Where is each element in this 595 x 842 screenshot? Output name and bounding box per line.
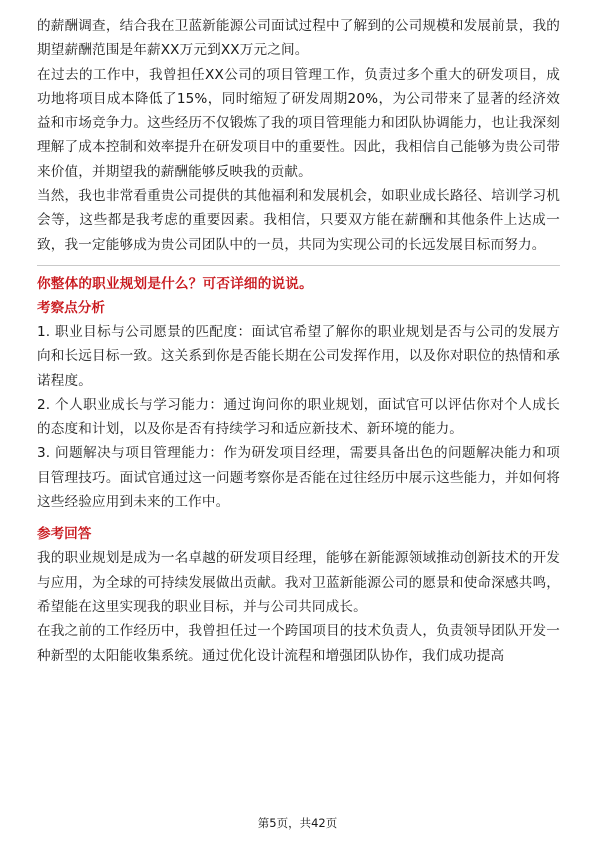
reference-paragraph: 在我之前的工作经历中，我曾担任过一个跨国项目的技术负责人，负责领导团队开发一种新型的太阳能收集系统。通过优化设计流程和增强团队协作，我们成功提高 <box>37 623 560 664</box>
answer-paragraph: 当然，我也非常看重贵公司提供的其他福利和发展机会，如职业成长路径、培训学习机会等，这些都是我考虑的重要因素。我相信，只要双方能在薪酬和其他条件上达成一致，我一定能够成为贵公司团队中的一员，共同为实现公司的长远发展目标而努力。 <box>37 188 560 253</box>
spacer <box>37 514 560 522</box>
analysis-item: 2. 个人职业成长与学习能力：通过询问你的职业规划，面试官可以评估你对个人成长的态度和计划，以及你是否有持续学习和适应新技术、新环境的能力。 <box>37 396 560 438</box>
reference-answer-heading: 参考回答 <box>37 526 92 543</box>
analysis-item: 1. 职业目标与公司愿景的匹配度：面试官希望了解你的职业规划是否与公司的发展方向和长远目标一致。这关系到你是否能长期在公司发挥作用，以及你对职位的热情和承诺程度。 <box>37 323 560 389</box>
question-heading: 你整体的职业规划是什么？可否详细的说说。 <box>37 275 313 292</box>
analysis-item: 3. 问题解决与项目管理能力：作为研发项目经理，需要具备出色的问题解决能力和项目管理技巧。面试官通过这一问题考察你是否能在过往经历中展示这些能力，并如何将这些经验应用到未来的工作中。 <box>37 445 560 511</box>
answer-paragraph: 在过去的工作中，我曾担任XX公司的项目管理工作，负责过多个重大的研发项目，成功地将项目成本降低了15%，同时缩短了研发周期20%，为公司带来了显著的经济效益和市场竞争力。这些经历不仅锻炼了我的项目管理能力和团队协调能力，也让我深刻理解了成本控制和效率提升在研发项目中的重要性。因此，我相信自己能够为贵公司带来价值，并期望我的薪酬能够反映我的贡献。 <box>37 66 560 180</box>
document-page <box>37 14 560 668</box>
reference-paragraph: 我的职业规划是成为一名卓越的研发项目经理，能够在新能源领域推动创新技术的开发与应用，为全球的可持续发展做出贡献。我对卫蓝新能源公司的愿景和使命深感共鸣，希望能在这里实现我的职业目标，并与公司共同成长。 <box>37 550 560 615</box>
section-divider <box>37 265 560 266</box>
analysis-heading: 考察点分析 <box>37 299 105 316</box>
answer-paragraph: 的薪酬调查，结合我在卫蓝新能源公司面试过程中了解到的公司规模和发展前景，我的期望薪酬范围是年薪XX万元到XX万元之间。 <box>37 18 560 59</box>
page-number: 第5页，共42页 <box>257 816 338 830</box>
